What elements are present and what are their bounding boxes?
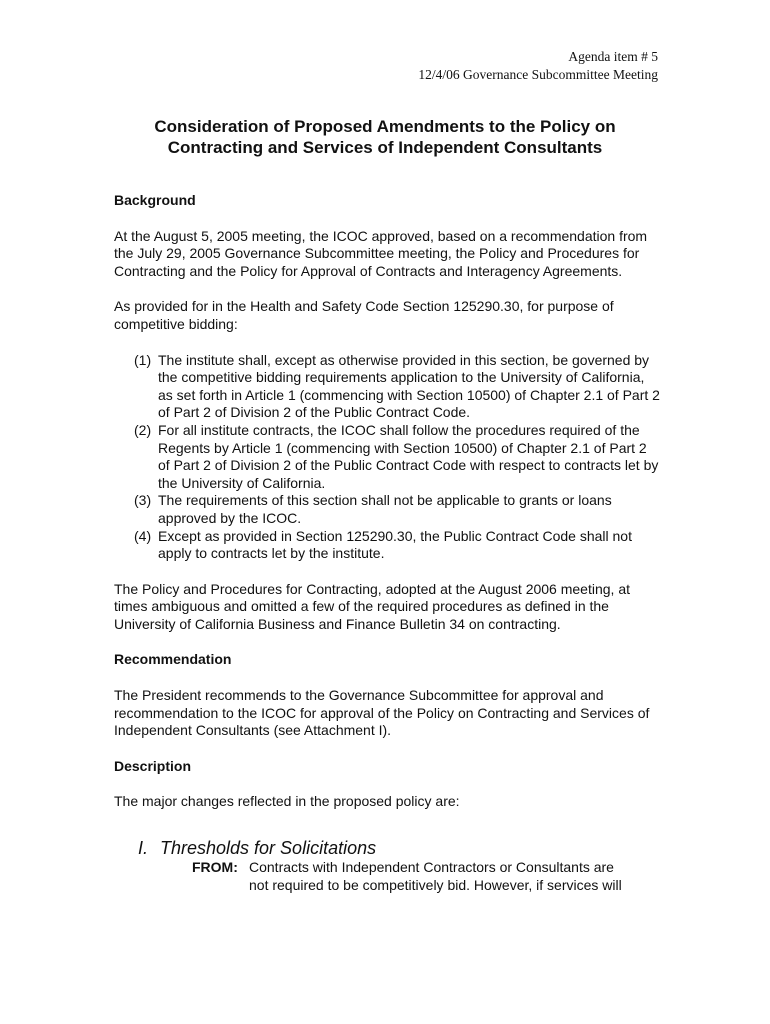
code-provisions-list — [114, 352, 660, 563]
recommendation-paragraph: The President recommends to the Governance Subcommittee for approval and recommendation to the ICOC for approval of the Policy on Contracting and Services of Independent Consultants (see Attachment I). — [114, 687, 650, 739]
agenda-item-label: Agenda item # 5 — [568, 49, 658, 64]
list-item-text: Except as provided in Section 125290.30, the Public Contract Code shall not apply to contracts let by the institute. — [158, 527, 632, 562]
from-label-text: FROM — [192, 859, 234, 876]
list-item-text: The institute shall, except as otherwise provided in this section, be governed by the competitive bidding requirements application to the University of California, as set forth in Article 1 (commencing with Section 10500) of Chapter 2.1 of Part 2 of Part 2 of Division 2 of the Public Contract Code. — [158, 351, 660, 421]
title-line-2: Contracting and Services of Independent Consultants — [167, 138, 603, 157]
title-line-1: Consideration of Proposed Amendments to the Policy on — [154, 117, 616, 136]
from-label: FROM: — [192, 859, 238, 876]
list-item-text: For all institute contracts, the ICOC shall follow the procedures required of the Regents by Article 1 (commencing with Section 10500) of Chapter 2.1 of Part 2 of Part 2 of Division 2 of the Public Contract Code with respect to contracts let by the University of California. — [158, 421, 659, 491]
list-item-number: (4) — [134, 527, 152, 544]
background-paragraph-1: At the August 5, 2005 meeting, the ICOC approved, based on a recommendation from the July 29, 2005 Governance Subcommittee meeting, the Policy and Procedures for Contracting and the Policy for Approval of Contracts and Interagency Agreements. — [114, 227, 648, 279]
description-heading: Description — [114, 757, 192, 774]
section-heading-thresholds — [138, 837, 660, 859]
page-header — [418, 48, 658, 84]
list-item — [134, 351, 660, 422]
recommendation-heading: Recommendation — [114, 651, 232, 668]
list-item-number: (1) — [134, 351, 152, 368]
background-paragraph-2: As provided for in the Health and Safety Code Section 125290.30, for purpose of competitive bidding: — [114, 298, 614, 332]
document-title — [0, 116, 770, 158]
background-paragraph-3: The Policy and Procedures for Contracting, adopted at the August 2006 meeting, at times ambiguous and omitted a few of the required procedures as defined in the University of California Business and Finance Bulletin 34 on contracting. — [114, 580, 630, 632]
section-number: I. — [138, 838, 149, 859]
from-clause — [114, 859, 660, 894]
list-item-number: (3) — [134, 492, 152, 509]
list-item-text: The requirements of this section shall not be applicable to grants or loans approved by the ICOC. — [158, 492, 612, 526]
meeting-label: 12/4/06 Governance Subcommittee Meeting — [418, 67, 658, 82]
from-text-line-2: not required to be competitively bid. However, if services will — [249, 876, 622, 893]
list-item — [134, 492, 660, 527]
background-heading: Background — [114, 192, 196, 208]
list-item — [134, 421, 660, 492]
section-title: Thresholds for Solicitations — [160, 838, 377, 859]
description-paragraph: The major changes reflected in the proposed policy are: — [114, 793, 460, 810]
document-body — [114, 192, 660, 894]
list-item-number: (2) — [134, 421, 152, 438]
from-text-line-1: Contracts with Independent Contractors or Consultants are — [249, 859, 614, 876]
list-item — [134, 527, 660, 563]
